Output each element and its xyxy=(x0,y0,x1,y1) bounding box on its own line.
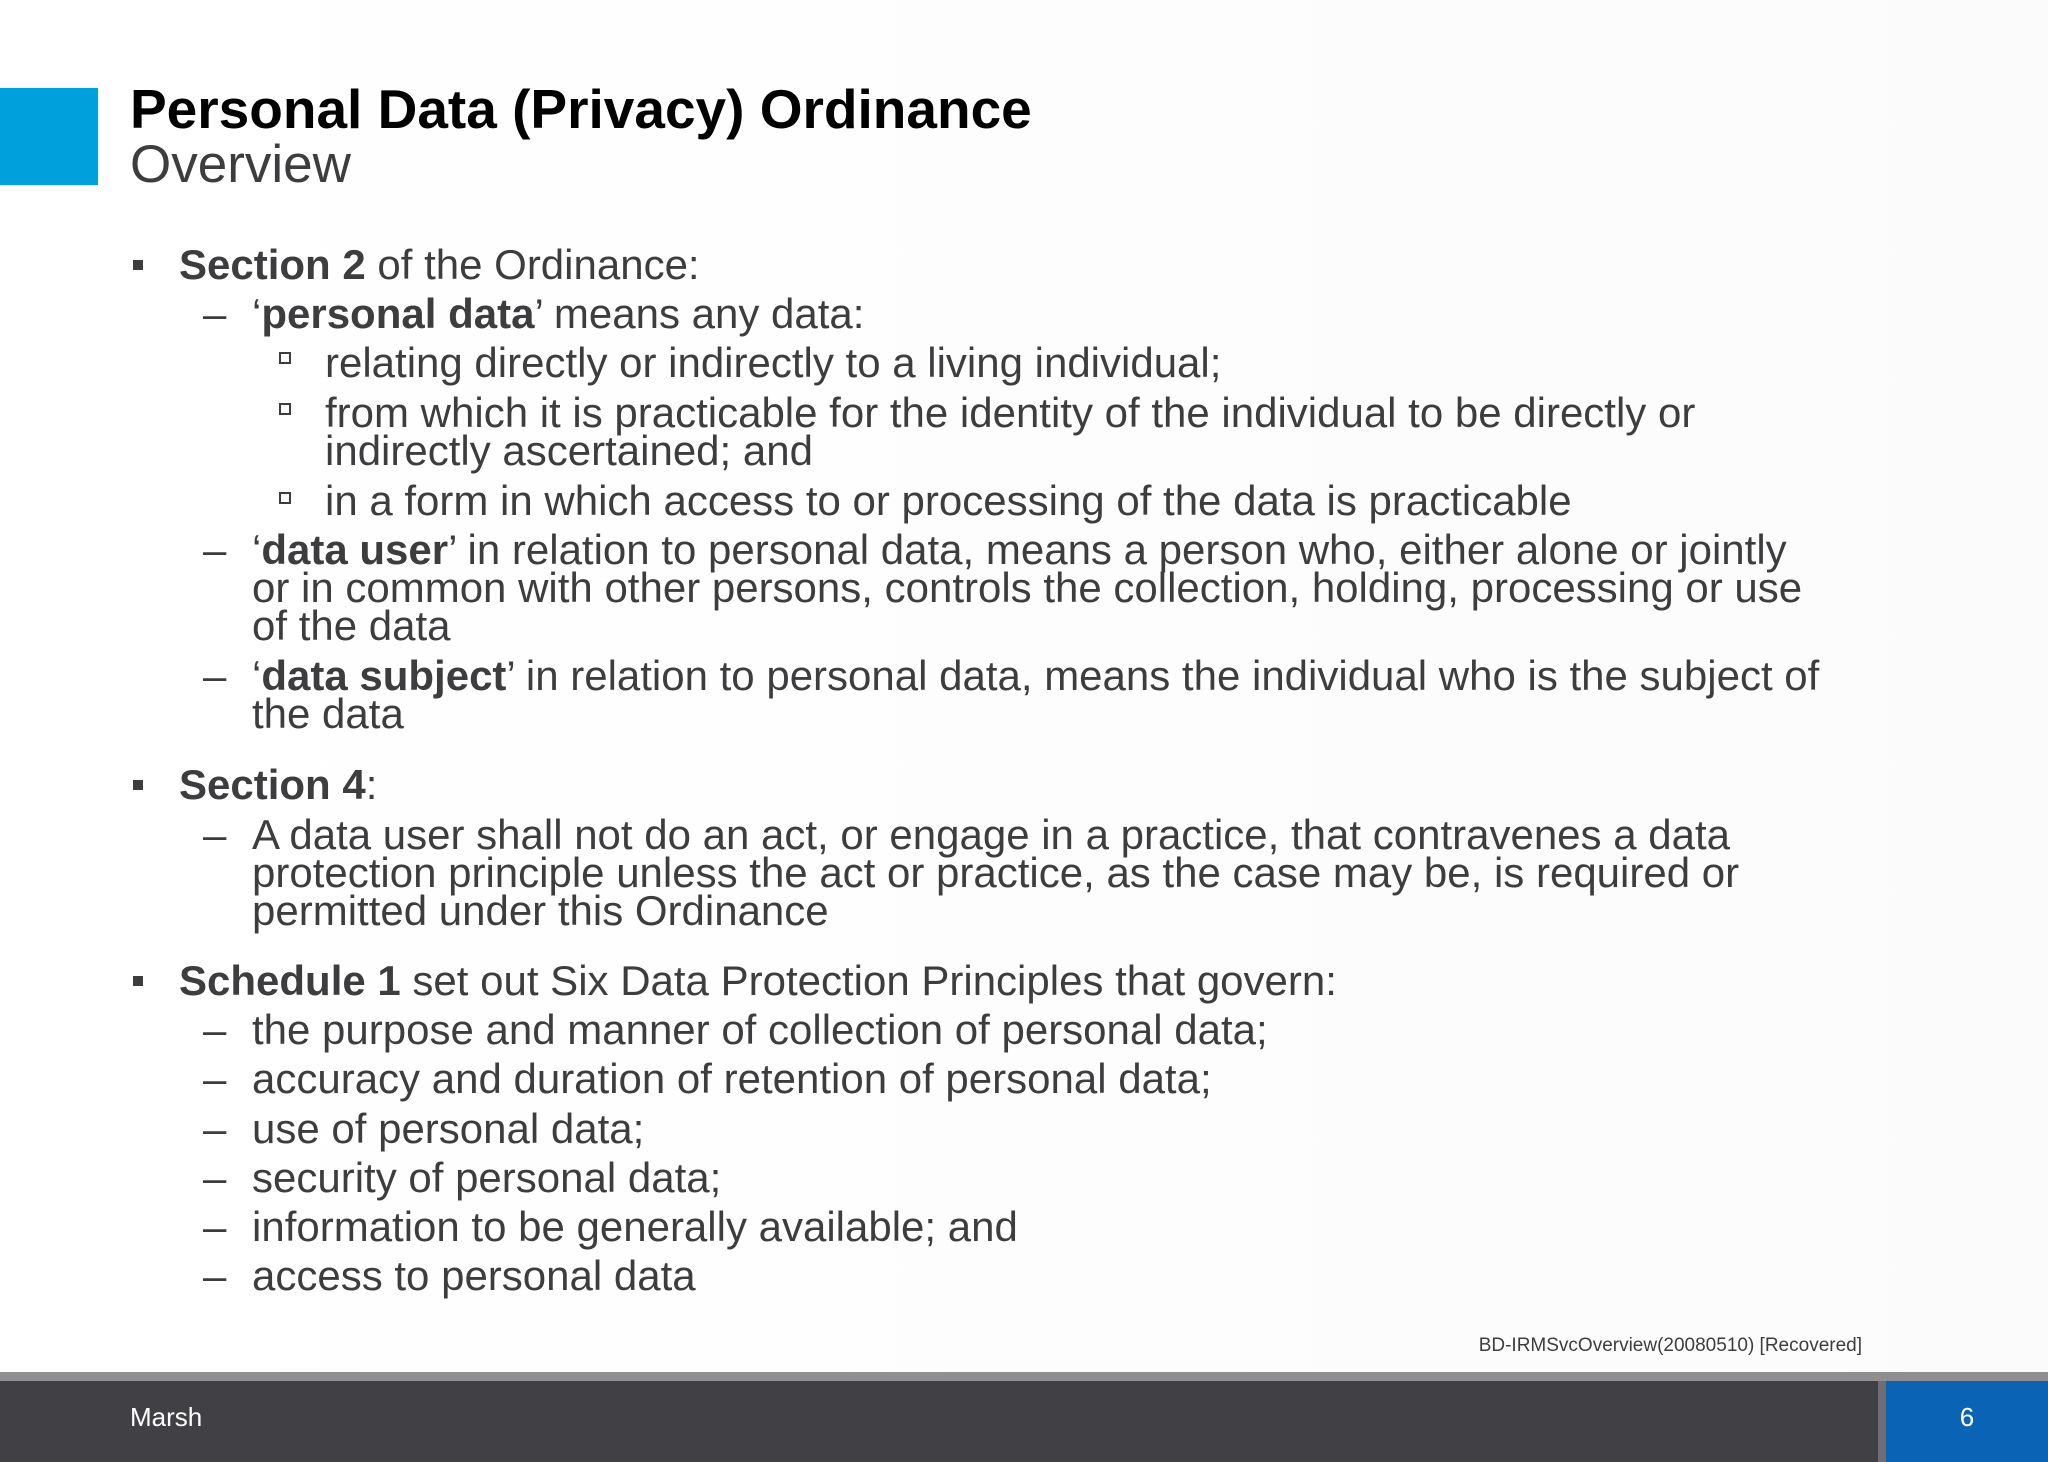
dash-bullet-icon: – xyxy=(203,1154,227,1201)
dash-bullet-icon: – xyxy=(203,811,227,858)
dash-bullet-icon: – xyxy=(203,1105,227,1152)
dash-bullet-icon: – xyxy=(203,1055,227,1102)
data-subject-definition-line2: the data xyxy=(252,690,404,737)
principle-item: accuracy and duration of retention of personal data; xyxy=(252,1055,1212,1102)
schedule1-label: Schedule 1 xyxy=(179,957,401,1004)
personal-data-item: in a form in which access to or processing of the data is practicable xyxy=(325,477,1572,524)
personal-data-rest: ’ means any data: xyxy=(534,290,865,337)
footer-brand: Marsh xyxy=(130,1402,203,1432)
accent-block xyxy=(0,88,98,185)
dash-bullet-icon: – xyxy=(203,1006,227,1053)
principle-item: the purpose and manner of collection of personal data; xyxy=(252,1006,1268,1053)
footer-stripe xyxy=(0,1372,2048,1381)
open-quote: ‘ xyxy=(252,652,262,699)
personal-data-item: relating directly or indirectly to a living individual; xyxy=(325,339,1222,386)
personal-data-term: personal data xyxy=(261,290,535,337)
bullet-square-icon xyxy=(133,260,143,270)
schedule1-label-rest: set out Six Data Protection Principles that govern: xyxy=(400,957,1337,1004)
footer-divider xyxy=(1878,1381,1886,1462)
principle-item: information to be generally available; and xyxy=(252,1203,1018,1250)
principle-item: access to personal data xyxy=(252,1252,696,1299)
slide-title: Personal Data (Privacy) Ordinance xyxy=(130,78,1032,140)
section2-label-rest: of the Ordinance: xyxy=(365,241,700,288)
section4-text-line2: protection principle unless the act or practice, as the case may be, is required or xyxy=(252,849,1740,896)
dash-bullet-icon: – xyxy=(203,1203,227,1250)
data-user-definition-line2: or in common with other persons, controls the collection, holding, processing or use xyxy=(252,564,1803,611)
data-subject-rest: ’ in relation to personal data, means the individual who is the subject of xyxy=(506,652,1820,699)
section4-text: A data user shall not do an act, or engage in a practice, that contravenes a data xyxy=(252,811,1730,858)
dash-bullet-icon: – xyxy=(203,290,227,337)
dash-bullet-icon: – xyxy=(203,1252,227,1299)
dash-bullet-icon: – xyxy=(203,526,227,573)
section4-heading xyxy=(179,761,378,808)
page-number: 6 xyxy=(1959,1402,1975,1432)
data-subject-term: data subject xyxy=(261,652,507,699)
section4-text-line3: permitted under this Ordinance xyxy=(252,887,829,934)
personal-data-definition xyxy=(252,290,865,337)
section4-label-rest: : xyxy=(365,761,378,808)
data-user-term: data user xyxy=(261,526,449,573)
sub-bullet-square-icon xyxy=(279,403,291,415)
data-user-rest: ’ in relation to personal data, means a person who, either alone or jointly xyxy=(448,526,1787,573)
personal-data-item: from which it is practicable for the identity of the individual to be directly or xyxy=(325,389,1696,436)
footer-bar xyxy=(0,1381,2048,1462)
bullet-square-icon xyxy=(133,976,143,986)
dash-bullet-icon: – xyxy=(203,652,227,699)
principle-item: security of personal data; xyxy=(252,1154,722,1201)
sub-bullet-square-icon xyxy=(279,492,291,504)
data-user-definition-line3: of the data xyxy=(252,602,451,649)
data-subject-definition xyxy=(252,652,1820,699)
principle-item: use of personal data; xyxy=(252,1105,645,1152)
bullet-square-icon xyxy=(133,780,143,790)
document-reference: BD-IRMSvcOverview(20080510) [Recovered] xyxy=(1478,1335,1862,1356)
personal-data-item-continued: indirectly ascertained; and xyxy=(325,427,813,474)
section4-label: Section 4 xyxy=(179,761,366,808)
slide-subtitle: Overview xyxy=(130,135,351,194)
schedule1-heading xyxy=(179,957,1337,1004)
open-quote: ‘ xyxy=(252,526,262,573)
sub-bullet-square-icon xyxy=(279,352,291,364)
section2-heading xyxy=(179,241,700,288)
open-quote: ‘ xyxy=(252,290,262,337)
section2-label: Section 2 xyxy=(179,241,366,288)
